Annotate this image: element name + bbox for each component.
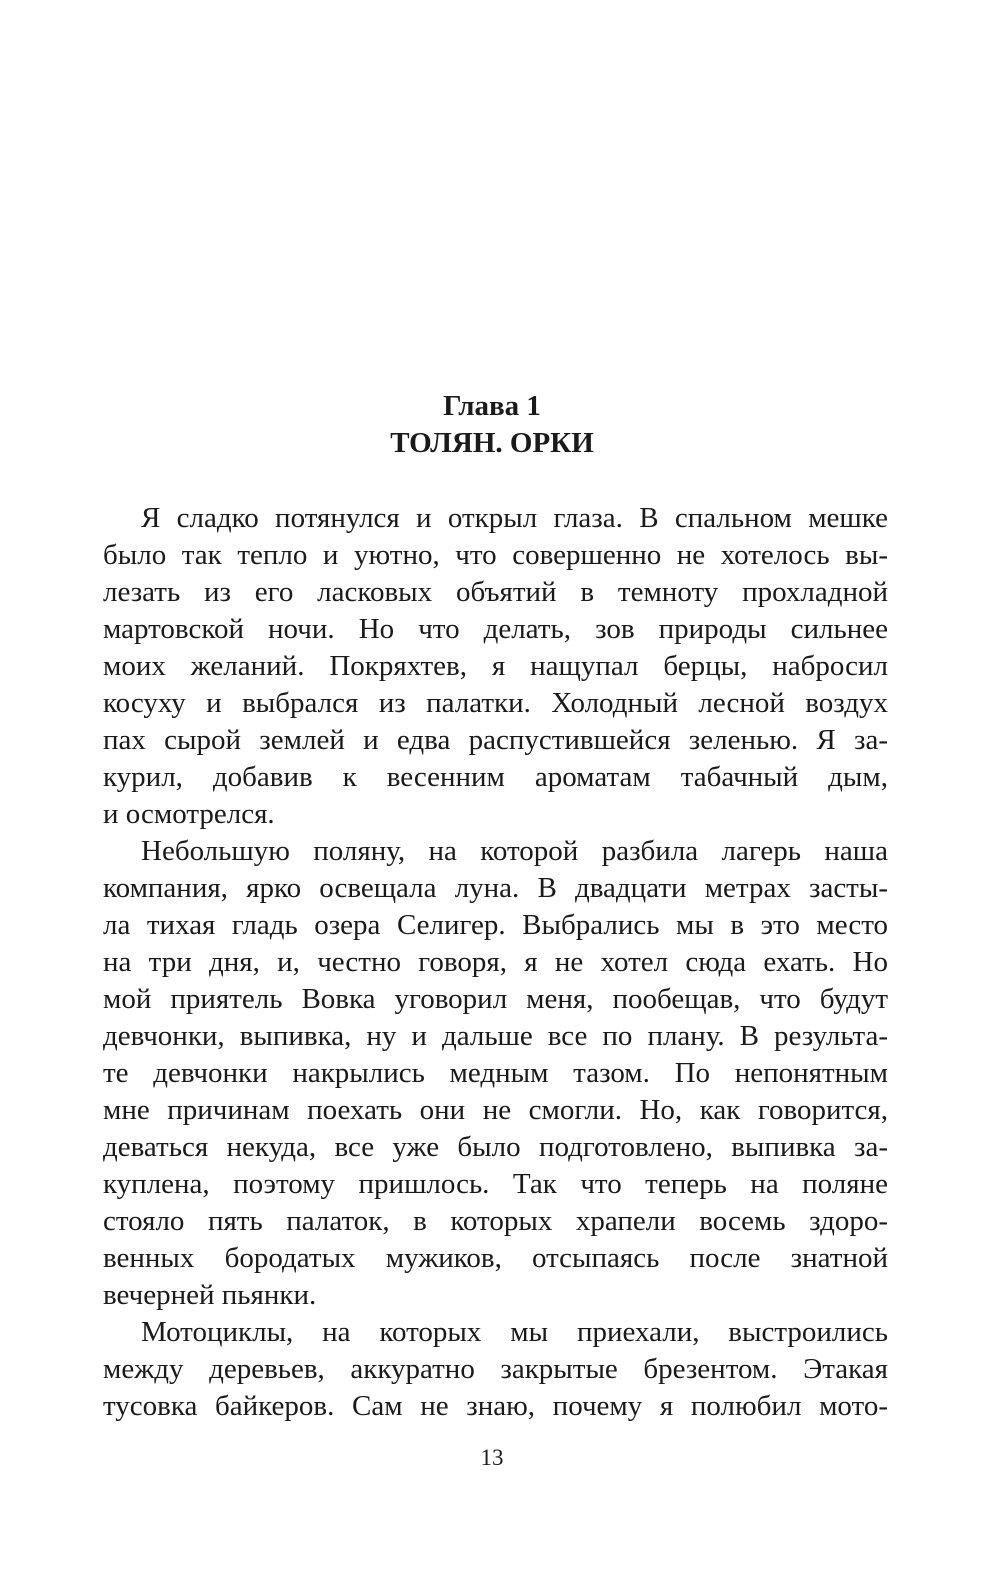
page-number: 13 [480,1445,504,1470]
text-line: курил, добавив к весенним ароматам табачный дым, [103,761,888,793]
text-line: было так тепло и уютно, что совершенно не хотелось вы- [103,539,888,571]
text-line: лезать из его ласковых объятий в темноту прохладной [103,576,888,608]
text-line: и осмотрелся. [103,798,275,830]
text-line: мне причинам поехать они не смогли. Но, как говорится, [103,1094,888,1126]
text-line: ла тихая гладь озера Селигер. Выбрались мы в это место [103,909,888,941]
body-text [103,500,888,1425]
paragraph [103,1314,888,1425]
text-line: деваться некуда, все уже было подготовлено, выпивка за- [103,1131,888,1163]
text-line: куплена, поэтому пришлось. Так что теперь на поляне [103,1168,888,1200]
text-line: косуху и выбрался из палатки. Холодный лесной воздух [103,687,888,719]
text-line: венных бородатых мужиков, отсыпаясь после знатной [103,1242,888,1274]
text-line: моих желаний. Покряхтев, я нащупал берцы, набросил [103,650,888,682]
text-line: Мотоциклы, на которых мы приехали, выстроились [141,1316,888,1348]
text-line: на три дня, и, честно говоря, я не хотел сюда ехать. Но [103,946,888,978]
text-line: пах сырой землей и едва распустившейся зеленью. Я за- [103,724,888,756]
text-line: вечерней пьянки. [103,1279,317,1311]
paragraph [103,833,888,1314]
text-line: между деревьев, аккуратно закрытые брезентом. Этакая [103,1353,888,1385]
text-line: компания, ярко освещала луна. В двадцати метрах засты- [103,872,888,904]
text-line: тусовка байкеров. Сам не знаю, почему я полюбил мото- [103,1390,888,1422]
text-line: Я сладко потянулся и открыл глаза. В спальном мешке [141,502,888,534]
paragraph [103,500,888,833]
text-line: Небольшую поляну, на которой разбила лагерь наша [141,835,888,867]
text-line: мартовской ночи. Но что делать, зов природы сильнее [103,613,888,645]
chapter-title: ТОЛЯН. ОРКИ [390,427,594,459]
chapter-number: Глава 1 [443,390,541,422]
text-line: стояло пять палаток, в которых храпели восемь здоро- [103,1205,888,1237]
text-line: те девчонки накрылись медным тазом. По непонятным [103,1057,888,1089]
text-line: мой приятель Вовка уговорил меня, пообещав, что будут [103,983,888,1015]
text-line: девчонки, выпивка, ну и дальше все по плану. В результа- [103,1020,888,1052]
